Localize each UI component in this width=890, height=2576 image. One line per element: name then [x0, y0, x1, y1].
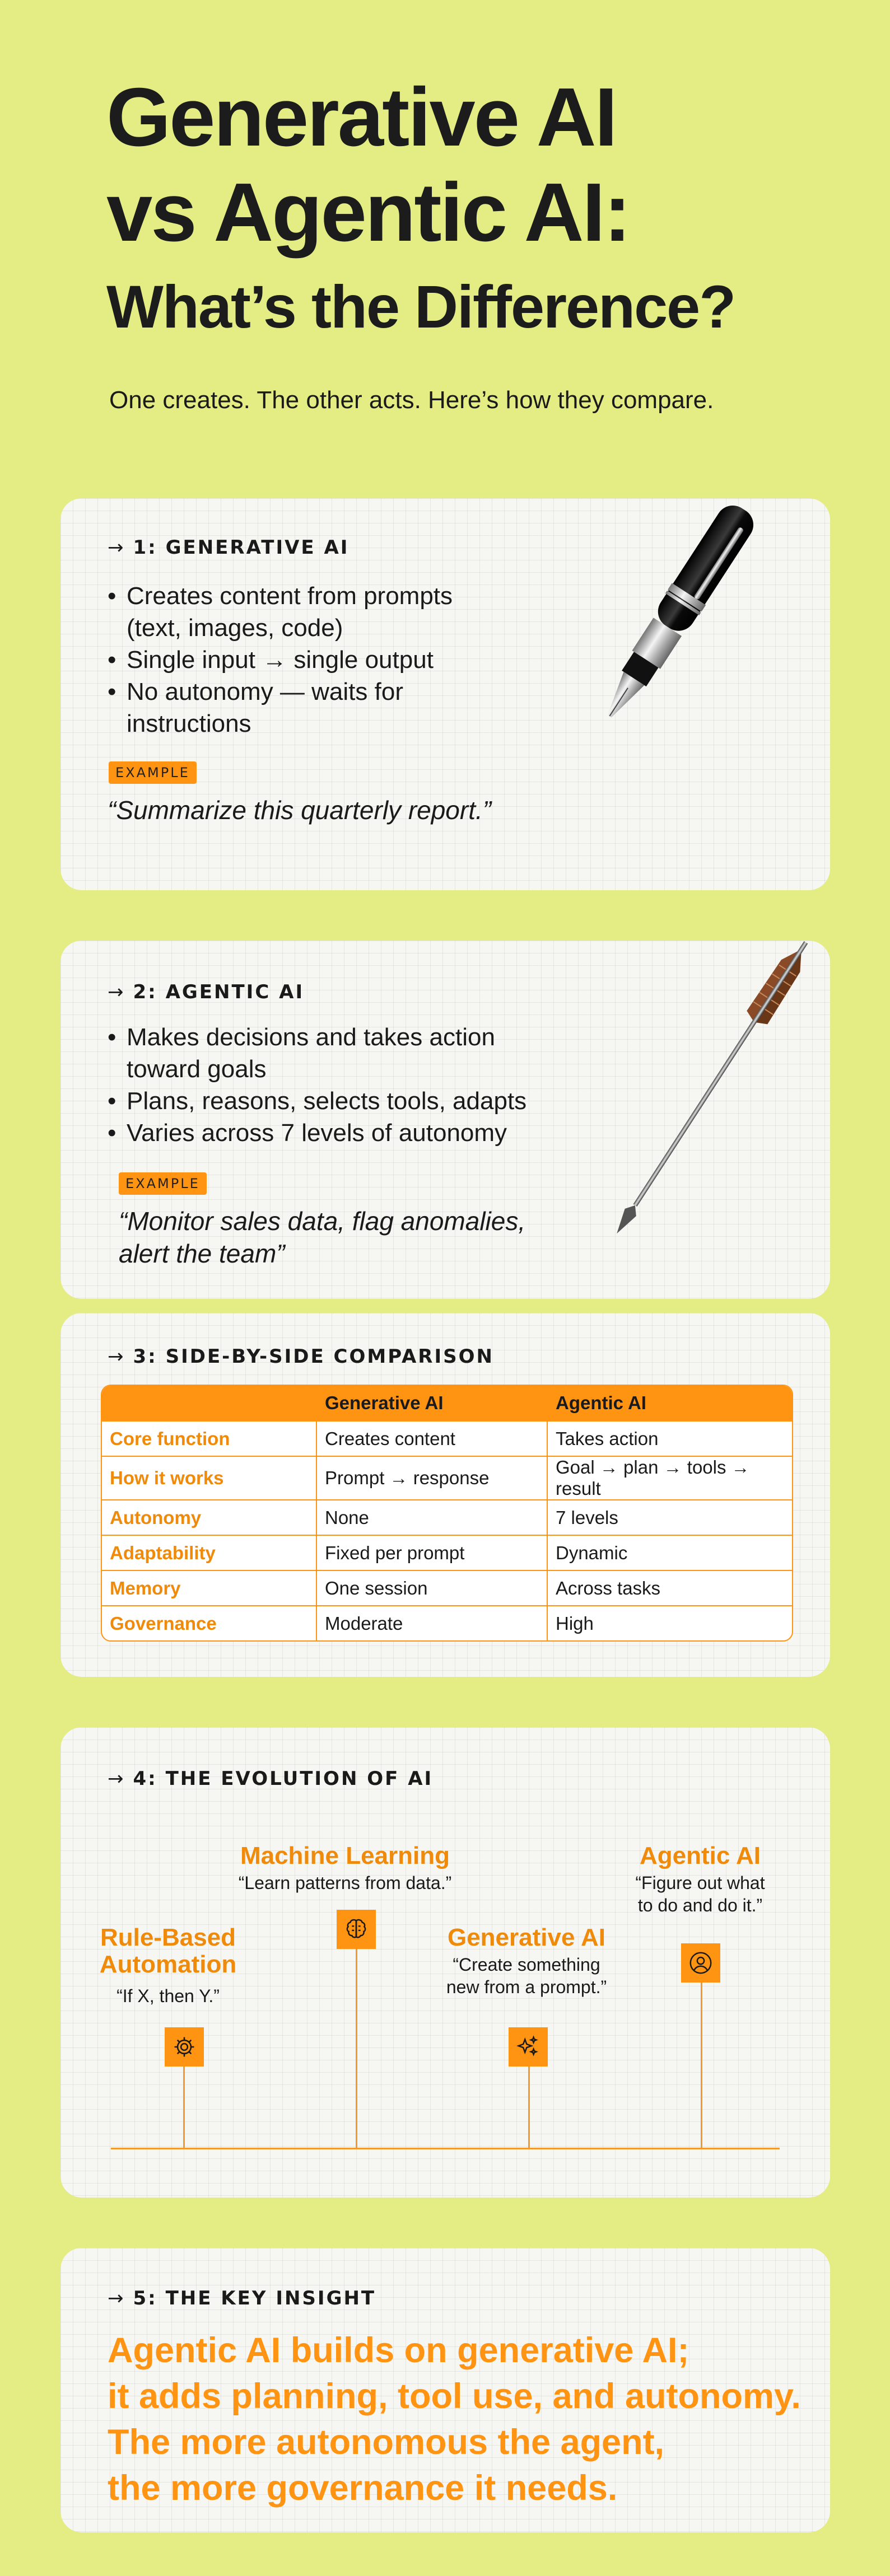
table-cell: Dynamic	[547, 1535, 792, 1570]
card-generative-ai	[60, 498, 830, 890]
title-line-1: Generative AI	[106, 71, 616, 163]
example-badge: EXAMPLE	[109, 761, 197, 784]
list-item: • Single input → single output	[108, 644, 453, 676]
title-line-2: vs Agentic AI:	[106, 166, 630, 259]
table-cell: Across tasks	[547, 1570, 792, 1606]
table-cell: High	[547, 1606, 792, 1640]
table-row	[102, 1456, 792, 1500]
page-title	[106, 70, 807, 347]
column-header: Agentic AI	[547, 1386, 792, 1421]
bullet-list	[108, 1021, 526, 1149]
sparkles-icon	[509, 2027, 548, 2067]
card-evolution	[60, 1727, 830, 2198]
table-cell: Takes action	[547, 1421, 792, 1456]
table-cell: One session	[316, 1570, 547, 1606]
user-icon	[681, 1943, 720, 1983]
timeline-stem	[356, 1949, 357, 2148]
table-row	[102, 1606, 792, 1640]
section-heading: → 3: SIDE-BY-SIDE COMPARISON	[108, 1345, 494, 1368]
table-row	[102, 1535, 792, 1570]
stage-description: “If X, then Y.”	[117, 1986, 220, 2006]
fountain-pen-image	[576, 498, 822, 789]
table-cell: Moderate	[316, 1606, 547, 1640]
section-heading: → 4: THE EVOLUTION OF AI	[108, 1768, 434, 1790]
arrow-right-icon: →	[108, 2287, 125, 2309]
timeline-stem	[528, 2067, 530, 2148]
row-header: Core function	[102, 1421, 316, 1456]
stage-title: Agentic AI	[640, 1842, 761, 1869]
stage-description: “Learn patterns from data.”	[238, 1873, 452, 1893]
table-cell: Fixed per prompt	[316, 1535, 547, 1570]
list-item: • Makes decisions and takes action toward goals	[108, 1021, 526, 1085]
table-row	[102, 1570, 792, 1606]
table-cell: Goal → plan → tools → result	[547, 1456, 792, 1500]
card-agentic-ai	[60, 941, 830, 1299]
timeline-axis	[111, 2148, 780, 2149]
table-cell: 7 levels	[547, 1500, 792, 1535]
section-heading: → 1: GENERATIVE AI	[108, 536, 350, 559]
stage-title: Machine Learning	[240, 1842, 450, 1869]
table-row	[102, 1500, 792, 1535]
stage-description: “Create something new from a prompt.”	[446, 1955, 607, 1997]
list-item: • Plans, reasons, selects tools, adapts	[108, 1085, 526, 1117]
subtitle: One creates. The other acts. Here’s how they compare.	[109, 386, 714, 414]
arrow-right-icon: →	[108, 1345, 125, 1368]
list-item: • Varies across 7 levels of autonomy	[108, 1117, 526, 1149]
brain-icon	[337, 1910, 376, 1949]
card-key-insight	[60, 2248, 830, 2532]
column-header: Generative AI	[316, 1386, 547, 1421]
stage-description: “Figure out what to do and do it.”	[635, 1873, 765, 1915]
arrow-right-icon: →	[108, 1768, 125, 1790]
timeline-stem	[183, 2067, 185, 2148]
column-header	[102, 1386, 316, 1421]
stage-title: Generative AI	[447, 1924, 606, 1951]
section-heading: → 5: THE KEY INSIGHT	[108, 2287, 376, 2309]
gear-icon	[165, 2027, 204, 2067]
row-header: How it works	[102, 1456, 316, 1500]
card-comparison	[60, 1313, 830, 1677]
table-cell: Creates content	[316, 1421, 547, 1456]
row-header: Memory	[102, 1570, 316, 1606]
row-header: Governance	[102, 1606, 316, 1640]
arrow-image	[565, 941, 830, 1277]
table-cell: Prompt → response	[316, 1456, 547, 1500]
example-text: “Monitor sales data, flag anomalies, alert the team”	[119, 1207, 526, 1268]
title-line-3: What’s the Difference?	[106, 273, 735, 340]
example-badge: EXAMPLE	[119, 1172, 207, 1195]
arrow-right-icon: →	[108, 536, 125, 559]
bullet-list	[108, 580, 453, 740]
timeline-stem	[701, 1983, 702, 2148]
stage-title: Rule-Based Automation	[99, 1924, 237, 1978]
table-cell: None	[316, 1500, 547, 1535]
row-header: Adaptability	[102, 1535, 316, 1570]
list-item: • No autonomy — waits for instructions	[108, 676, 453, 740]
row-header: Autonomy	[102, 1500, 316, 1535]
section-heading: → 2: AGENTIC AI	[108, 981, 305, 1003]
arrow-right-icon: →	[108, 981, 125, 1003]
list-item: • Creates content from prompts (text, images, code)	[108, 580, 453, 644]
key-insight-text: Agentic AI builds on generative AI; it adds planning, tool use, and autonomy. The more autonomous the agent, the more governance it needs.	[108, 2331, 801, 2508]
example-text: “Summarize this quarterly report.”	[108, 796, 492, 825]
table-row	[102, 1421, 792, 1456]
comparison-table	[101, 1385, 793, 1642]
